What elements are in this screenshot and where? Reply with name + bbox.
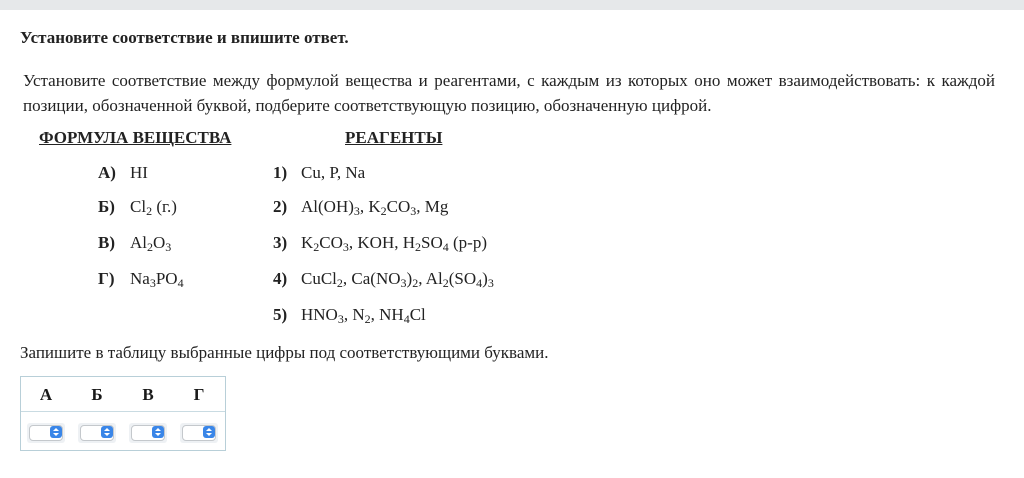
formula-mark: Б) xyxy=(98,197,115,216)
reagent-mark: 2) xyxy=(273,197,288,216)
answer-select-b[interactable] xyxy=(78,423,116,443)
reagent-text: Cu, P, Na xyxy=(301,163,366,182)
reagent-mark: 1) xyxy=(273,163,288,182)
answer-select-g[interactable] xyxy=(180,423,218,443)
reagent-item-3 xyxy=(273,233,487,253)
top-bar xyxy=(0,0,1024,10)
formula-mark: А) xyxy=(98,163,116,182)
reagent-item-4 xyxy=(273,269,494,289)
answer-header-v: В xyxy=(142,385,154,404)
formula-item-a xyxy=(98,163,148,183)
select-arrows-icon[interactable] xyxy=(101,426,113,438)
answer-select-a[interactable] xyxy=(27,423,65,443)
formula-text: $Cl_2$ (г.) xyxy=(130,197,177,218)
formula-item-g xyxy=(98,269,184,289)
reagent-item-2 xyxy=(273,197,448,217)
answer-header-g: Г xyxy=(193,385,205,404)
formula-text: HI xyxy=(130,163,148,182)
select-arrows-icon[interactable] xyxy=(152,426,164,438)
formula-mark: В) xyxy=(98,233,115,252)
reagents-column-header: РЕАГЕНТЫ xyxy=(345,128,443,147)
select-arrows-icon[interactable] xyxy=(50,426,62,438)
reagent-item-1 xyxy=(273,163,365,183)
answer-select-v[interactable] xyxy=(129,423,167,443)
task-heading: Установите соответствие и впишите ответ. xyxy=(20,28,349,47)
formula-text: $Na_3PO_4$ xyxy=(130,269,184,290)
formula-item-b xyxy=(98,197,177,217)
reagent-item-5 xyxy=(273,305,426,325)
answer-header-b: Б xyxy=(91,385,103,404)
reagent-mark: 5) xyxy=(273,305,288,324)
formula-text: $Al_2O_3$ xyxy=(130,233,172,254)
answer-header-a: А xyxy=(39,385,53,404)
reagent-mark: 3) xyxy=(273,233,288,252)
select-arrows-icon[interactable] xyxy=(203,426,215,438)
reagent-mark: 4) xyxy=(273,269,288,288)
formula-column-header: ФОРМУЛА ВЕЩЕСТВА xyxy=(39,128,232,147)
reagent-text: CuCl$_2$, $Ca(NO_3)_2$, $Al_2(SO_4)_3$ xyxy=(301,269,494,290)
reagent-text: $HNO_3$, $N_2$, $NH_4Cl$ xyxy=(301,305,426,326)
reagent-text: $Al(OH)_3$, $K_2CO_3$, Mg xyxy=(301,197,449,218)
reagent-text: $K_2CO_3$, KOH, $H_2SO_4$ (р-р) xyxy=(301,233,487,254)
answer-table xyxy=(20,376,226,451)
answer-table-divider xyxy=(21,411,225,412)
answer-prompt: Запишите в таблицу выбранные цифры под соответствующими буквами. xyxy=(20,343,549,362)
formula-mark: Г) xyxy=(98,269,115,288)
task-instruction: Установите соответствие между формулой вещества и реагентами, с каждым из которых оно может взаимодействовать: к каждой позиции, обозначенной буквой, подберите соответствующую позицию, обозначенную цифрой. xyxy=(23,71,995,115)
formula-item-v xyxy=(98,233,171,253)
